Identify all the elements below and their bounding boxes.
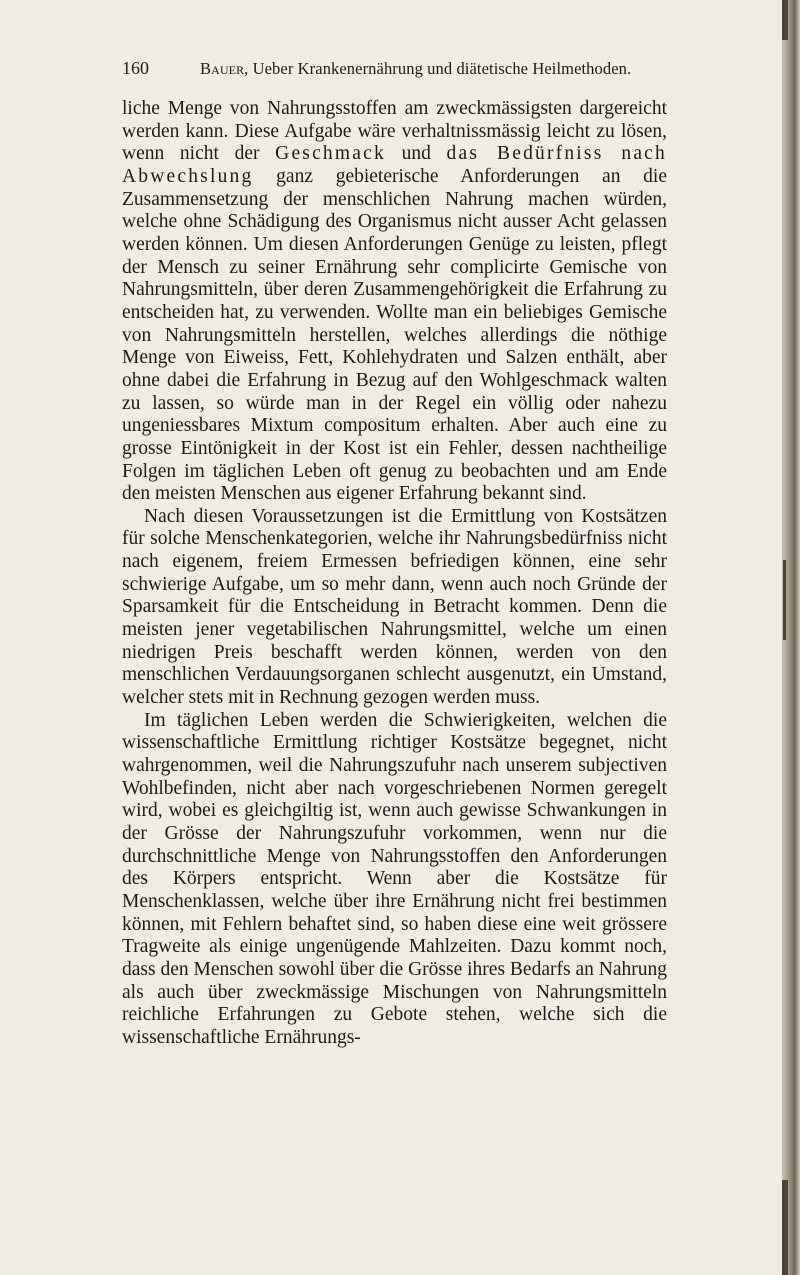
paragraph-1-text-mid: und (385, 143, 447, 165)
body-text (122, 98, 667, 1050)
binding-shadow-mark (782, 1180, 788, 1275)
paragraph-2: Nach diesen Voraussetzungen ist die Ermittlung von Kostsätzen für solche Menschenkategorien, welche ihr Nahrungsbedürfniss nicht nach eigenem, freiem Ermessen befriedigen können, eine sehr schwierige Aufgabe, um so mehr dann, wenn auch noch Gründe der Sparsamkeit für die Entscheidung in Betracht kommen. Denn die meisten jener vegetabilischen Nahrungsmittel, welche um einen niedrigen Preis beschafft werden können, werden von den menschlichen Verdauungsorganen schlecht ausgenutzt, ein Umstand, welcher stets mit in Rechnung gezogen werden muss. (122, 505, 667, 709)
paragraph-1 (122, 98, 667, 506)
emphasis-geschmack: Geschmack (275, 143, 386, 165)
running-head (122, 58, 682, 84)
page-binding-edge (782, 0, 800, 1275)
binding-shadow-mark (783, 560, 786, 640)
paragraph-1-text-before: liche Menge von Nahrungsstoffen am zweckmässigsten dargereicht werden kann. Diese Aufgabe wäre verhaltnissmässig leicht zu lösen, wenn nicht der (122, 98, 667, 165)
page-number: 160 (122, 58, 149, 78)
paragraph-3: Im täglichen Leben werden die Schwierigkeiten, welchen die wissenschaftliche Ermittlung richtiger Kostsätze begegnet, nicht wahrgenommen, weil die Nahrungszufuhr nach unserem subjectiven Wohlbefinden, nicht aber nach vorgeschriebenen Normen geregelt wird, wobei es gleichgiltig ist, wenn auch gewisse Schwankungen in der Grösse der Nahrungszufuhr vorkommen, wenn nur die durchschnittliche Menge von Nahrungsstoffen den Anforderungen des Körpers entspricht. Wenn aber die Kostsätze für Menschenklassen, welche über ihre Ernährung nicht frei bestimmen können, mit Fehlern behaftet sind, so haben diese eine weit grössere Tragweite als einige ungenügende Mahlzeiten. Dazu kommt noch, dass den Menschen sowohl über die Grösse ihres Bedarfs an Nahrung als auch über zweckmässige Mischungen von Nahrungsmitteln reichliche Erfahrungen zu Gebote stehen, welche sich die wissenschaftliche Ernährungs- (122, 709, 667, 1048)
running-title-author: Bauer (200, 59, 245, 78)
running-title-text: , Ueber Krankenernährung und diätetische Heilmethoden. (244, 59, 632, 78)
binding-shadow-mark (782, 0, 788, 40)
emphasis-beduerfniss: das Bedürfniss nach Abwechslung (122, 143, 667, 187)
paragraph-1-text-after: ganz gebieterische Anforderungen an die Zusammensetzung der menschlichen Nahrung machen würden, welche ohne Schädigung des Organismus nicht ausser Acht gelassen werden können. Um diesen Anforderungen Genüge zu leisten, pflegt der Mensch zu seiner Ernährung sehr complicirte Gemische von Nahrungsmitteln, über deren Zusammengehörigkeit die Erfahrung zu entscheiden hat, zu verwenden. Wollte man ein beliebiges Gemische von Nahrungsmitteln herstellen, welches allerdings die nöthige Menge von Eiweiss, Fett, Kohlehydraten und Salzen enthält, aber ohne dabei die Erfahrung in Bezug auf den Wohlgeschmack walten zu lassen, so würde man in der Regel ein völlig oder nahezu ungeniessbares Mixtum compositum erhalten. Aber auch eine zu grosse Eintönigkeit in der Kost ist ein Fehler, dessen nachtheilige Folgen im täglichen Leben oft genug zu beobachten und am Ende den meisten Menschen aus eigener Erfahrung bekannt sind. (122, 165, 667, 505)
running-title (200, 59, 631, 79)
